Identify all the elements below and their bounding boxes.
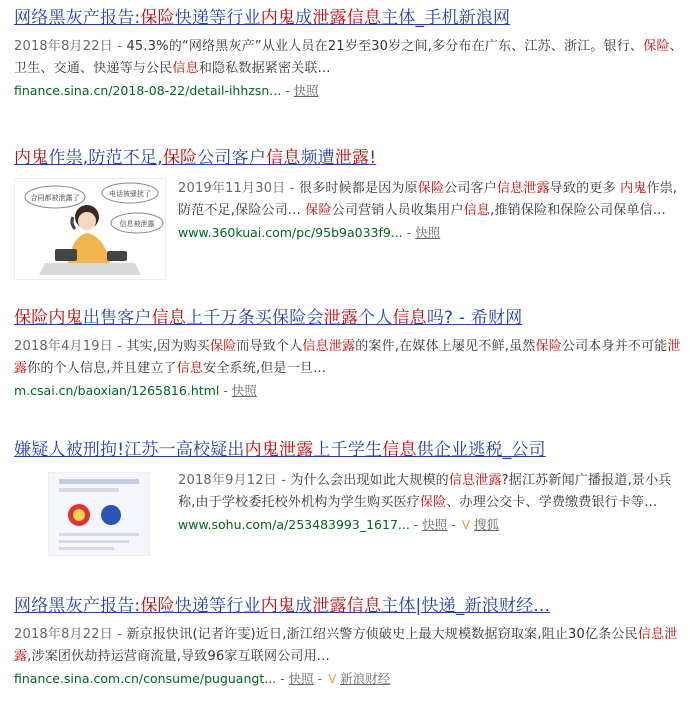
snapshot-link[interactable]: 快照 (288, 671, 314, 686)
text-segment: 频遭 (300, 148, 335, 168)
text-segment: 成 (295, 596, 313, 616)
keyword-highlight: 保险 (417, 181, 445, 196)
result-url[interactable]: www.sohu.com/a/253483993_1617... (178, 517, 410, 532)
result-url-line: www.360kuai.com/pc/95b9a033f9... - 快照 (178, 225, 441, 240)
document-image (49, 473, 149, 555)
search-result (14, 438, 686, 570)
text-segment: 公司客户 (197, 148, 267, 168)
result-url-line: finance.sina.cn/2018-08-22/detail-ihhzsn... - 快照 (14, 83, 319, 98)
text-segment: 和隐私数据紧密关联... (198, 61, 331, 76)
text-segment: 新京报快讯(记者许雯)近日,浙江绍兴警方侦破史上最大规模数据窃取案,阻止30亿条公民 (126, 627, 638, 642)
verified-v-icon: V (461, 518, 470, 532)
text-segment: 为什么会出现如此大规模的 (290, 473, 449, 488)
keyword-highlight: 内鬼泄露 (244, 440, 314, 460)
search-result (14, 594, 686, 690)
text-segment: 作祟,防范不足, (48, 148, 163, 168)
result-date: 2019年11月30日 - (178, 181, 299, 196)
text-segment: 公司营销人员收集用户 (331, 203, 464, 218)
result-url-line: m.csai.cn/baoxian/1265816.html - 快照 (14, 383, 257, 398)
text-segment: 快递等行业 (174, 8, 261, 28)
result-title-link[interactable] (14, 438, 686, 462)
text-segment: 作祟,防范不足,保险公司... (178, 181, 678, 218)
text-segment: 很多时候都是因为原 (298, 181, 418, 196)
keyword-highlight: 保险 (419, 495, 447, 510)
text-segment: 成 (295, 8, 313, 28)
result-abstract (14, 624, 686, 668)
text-segment: 吗? - 希财网 (426, 308, 523, 328)
source-name[interactable]: 新浪财经 (340, 671, 391, 686)
text-segment: 公司本身并不可能 (561, 339, 668, 354)
keyword-highlight: 保险 (14, 308, 49, 328)
result-thumbnail[interactable] (14, 178, 166, 280)
result-url[interactable]: finance.sina.com.cn/consume/puguangt... (14, 671, 277, 686)
result-url[interactable]: www.360kuai.com/pc/95b9a033f9... (178, 225, 403, 240)
keyword-highlight: 保险 (140, 596, 175, 616)
text-segment: ,涉案团伙劫持运营商流量,导致96家互联网公司用... (27, 649, 330, 664)
text-segment: 其实,因为购买 (126, 339, 210, 354)
text-segment: 公司客户 (444, 181, 497, 196)
text-segment: 你的个人信息,并且建立了 (27, 361, 177, 376)
result-date: 2018年8月22日 - (14, 627, 127, 642)
result-url-line: www.sohu.com/a/253483993_1617... - 快照 - V 搜狐 (178, 517, 499, 532)
keyword-highlight: 信息 (266, 148, 301, 168)
keyword-highlight: 泄露信息 (312, 596, 382, 616)
text-segment: 网络黑灰产报告: (14, 596, 141, 616)
result-abstract (14, 36, 686, 80)
text-segment: 供企业逃税_公司 (416, 440, 546, 460)
search-result (14, 306, 686, 402)
keyword-highlight: 信息泄露 (448, 473, 502, 488)
text-segment: 而导致个人 (236, 339, 303, 354)
snapshot-link[interactable]: 快照 (415, 225, 441, 240)
keyword-highlight: 内鬼 (620, 181, 647, 196)
keyword-highlight: 信息泄露 (14, 627, 678, 664)
text-segment: 个人 (358, 308, 393, 328)
snapshot-link[interactable]: 快照 (422, 517, 448, 532)
keyword-highlight: 保险 (140, 8, 175, 28)
keyword-highlight: 内鬼 (14, 148, 49, 168)
text-segment: ,推销保险和保险公司保单信... (490, 203, 666, 218)
result-url[interactable]: finance.sina.cn/2018-08-22/detail-ihhzsn... (14, 83, 282, 98)
keyword-highlight: 信息 (176, 361, 204, 376)
result-title-link[interactable] (14, 306, 686, 330)
text-segment: 主体|快递_新浪财经... (381, 596, 551, 616)
keyword-highlight: 信息泄露 (496, 181, 550, 196)
text-segment: 嫌疑人被刑拘!江苏一高校疑出 (14, 440, 245, 460)
keyword-highlight: 保险 (305, 203, 332, 218)
keyword-highlight: 内鬼 (260, 596, 296, 616)
result-date: 2018年4月19日 - (14, 339, 127, 354)
text-segment: 导致的更多 (549, 181, 621, 196)
result-url[interactable]: m.csai.cn/baoxian/1265816.html (14, 383, 220, 398)
result-date: 2018年9月12日 - (178, 473, 291, 488)
text-segment: 上千学生 (313, 440, 383, 460)
search-result (14, 146, 686, 284)
text-segment: 主体_手机新浪网 (381, 8, 511, 28)
result-title-link[interactable] (14, 594, 686, 618)
result-abstract (178, 470, 686, 514)
snapshot-link[interactable]: 快照 (293, 83, 319, 98)
result-title-link[interactable] (14, 146, 686, 170)
verified-v-icon: V (328, 672, 337, 686)
keyword-highlight: 保险 (535, 339, 562, 354)
keyword-highlight: 泄露 (14, 339, 681, 376)
keyword-highlight: 信息 (463, 203, 491, 218)
text-segment: 的案件,在媒体上屡见不鲜,虽然 (355, 339, 536, 354)
cartoon-image (15, 179, 165, 279)
result-abstract (14, 336, 686, 380)
keyword-highlight: 内鬼 (260, 8, 296, 28)
keyword-highlight: 保险 (210, 339, 237, 354)
text-segment: 、卫生、交通、快递等与公民 (14, 39, 683, 76)
text-segment: 网络黑灰产报告: (14, 8, 141, 28)
keyword-highlight: 信息 (392, 308, 427, 328)
text-segment: 安全系统,但是一旦... (203, 361, 327, 376)
result-date: 2018年8月22日 - (14, 39, 127, 54)
keyword-highlight: 保险 (162, 148, 198, 168)
result-url-line: finance.sina.com.cn/consume/puguangt... - 快照 - V 新浪财经 (14, 671, 391, 686)
keyword-highlight: 内鬼 (48, 308, 83, 328)
keyword-highlight: 信息泄露 (302, 339, 356, 354)
source-name[interactable]: 搜狐 (473, 517, 499, 532)
snapshot-link[interactable]: 快照 (231, 383, 257, 398)
keyword-highlight: 信息 (382, 440, 417, 460)
keyword-highlight: 泄露信息 (312, 8, 382, 28)
keyword-highlight: 泄露 (334, 148, 370, 168)
text-segment: ! (369, 148, 377, 168)
bubble-label: 信息被泄露 (119, 220, 155, 228)
text-segment: 出售客户 (82, 308, 152, 328)
result-thumbnail[interactable] (48, 472, 150, 556)
keyword-highlight: 信息 (172, 61, 199, 76)
text-segment: 、办理公交卡、学费缴费银行卡等... (446, 495, 658, 510)
result-abstract (178, 178, 686, 222)
keyword-highlight: 信息 (151, 308, 187, 328)
text-segment: 上千万条买保险会 (186, 308, 324, 328)
text-segment: ?据江苏新闻广播报道,景小兵称,由于学校委托校外机构为学生购买医疗 (178, 473, 672, 510)
result-title-link[interactable] (14, 6, 686, 30)
search-result (14, 6, 686, 102)
keyword-highlight: 泄露 (323, 308, 359, 328)
bubble-label: 电话被骚扰了 (109, 190, 151, 198)
text-segment: 45.3%的“网络黑灰产”从业人员在21岁至30岁之间,多分布在广东、江苏、浙江。银行、 (126, 39, 644, 54)
text-segment: 快递等行业 (174, 596, 261, 616)
bubble-label: 合同都被泄露了 (30, 194, 80, 202)
keyword-highlight: 保险 (643, 39, 670, 54)
